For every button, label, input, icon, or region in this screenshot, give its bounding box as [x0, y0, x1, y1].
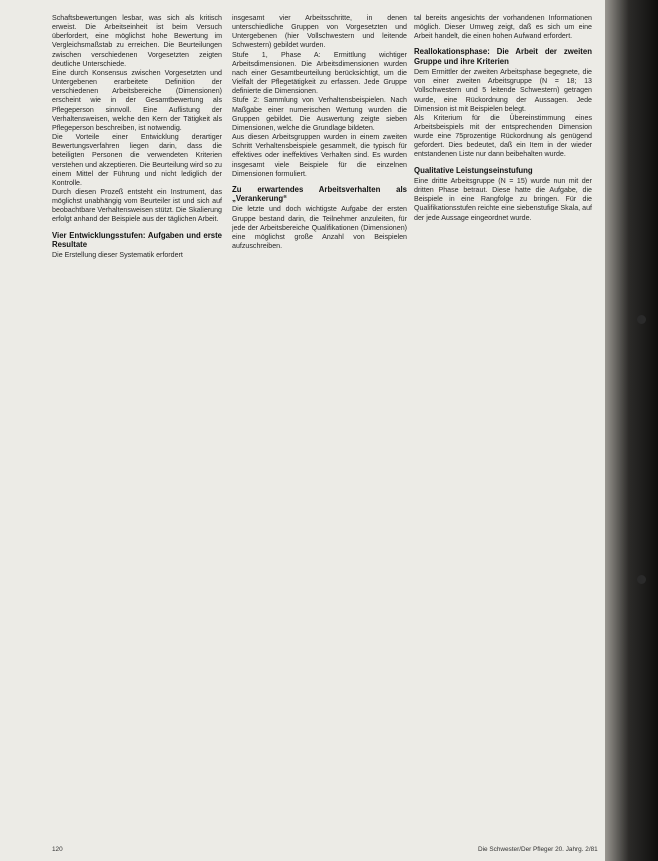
paragraph: Stufe 1, Phase A: Ermittlung wichtiger Arbeitsdimensionen. Die Arbeitsdimensionen wurden nach einer Gesamtbeurteilung berücksichtigt, um die Vielfalt der Pflegetätigkeit zu erfassen. Jede Gruppe definierte die Dimensionen.: [232, 50, 407, 96]
section-heading: Zu erwartendes Arbeitsverhalten als „Verankerung“: [232, 184, 407, 204]
paragraph: Schaftsbewertungen lesbar, was sich als kritisch erweist. Die Arbeitseinheit ist beim Versuch überfordert, eine möglichst hohe Bewertung im Vergleichsmaßstab zu erreichen. Die Beurteilungen zwischen verschiedenen Vorgesetzten zeigten deutliche Unterschiede.: [52, 14, 222, 68]
text-column-2: [232, 14, 407, 251]
paragraph: Die letzte und doch wichtigste Aufgabe der ersten Gruppe bestand darin, die Teilnehmer anzuleiten, für jede der Arbeitsbereiche Qualifikationen (Dimensionen) eine möglichst große Anzahl von Beispielen aufzuschreiben.: [232, 205, 407, 251]
paragraph: insgesamt vier Arbeitsschritte, in denen unterschiedliche Gruppen von Vorgesetzten und Untergebenen (hier Vollschwestern und leitende Schwestern) gebildet wurden.: [232, 14, 407, 50]
paragraph: tal bereits angesichts der vorhandenen Informationen möglich. Dieser Umweg zeigt, daß es sich um eine Arbeit handelt, die einen hohen Aufwand erfordert.: [414, 14, 592, 41]
paragraph: Die Erstellung dieser Systematik erfordert: [52, 251, 183, 260]
text-column-3: [414, 14, 592, 223]
paragraph: Aus diesen Arbeitsgruppen wurden in einem zweiten Schritt Verhaltensbeispiele gesammelt, die typisch für effektives oder ineffektives Verhalten sind. Es wurden insgesamt viele Beispiele für die einzelnen Dimensionen formuliert.: [232, 133, 407, 178]
paragraph: Durch diesen Prozeß entsteht ein Instrument, das möglichst unabhängig vom Beurteiler ist und sich auf beobachtbare Verhaltensweisen stützt. Die Skalierung erfolgt anhand der Beispiele aus der täglichen Arbeit.: [52, 187, 222, 224]
section-heading: Reallokationsphase: Die Arbeit der zweiten Gruppe und ihre Kriterien: [414, 47, 592, 66]
page-number: 120: [52, 846, 63, 853]
paragraph: Eine durch Konsensus zwischen Vorgesetzten und Untergebenen erarbeitete Definition der verschiedenen Arbeitsbereiche (Dimensionen) erscheint wie in der Gesamtbewertung als Pflegeperson sinnvoll. Eine Auflistung der Verhaltensweisen, welche den Kern der Tätigkeit als Pflegeperson beschreiben, ist notwendig.: [52, 68, 222, 132]
text-column-1: [52, 14, 222, 260]
paragraph: Als Kriterium für die Übereinstimmung eines Arbeitsbeispiels mit der entsprechenden Dimension wurde eine 75prozentige Rückordnung als genügend gefordert. Dies bedeutet, daß ein Item in der wieder entstandenen Liste nur dann beibehalten wurde.: [414, 113, 592, 159]
binder-hole-icon: [637, 575, 646, 584]
page-edge-shadow: [605, 0, 658, 861]
paragraph: Stufe 2: Sammlung von Verhaltensbeispielen. Nach Maßgabe einer numerischen Wertung wurden die Gruppen gebildet. Die Auswertung zeigte sieben Dimensionen, welche die Grundlage bildeten.: [232, 96, 407, 132]
section-heading: Vier Entwicklungsstufen: Aufgaben und erste Resultate: [52, 230, 222, 249]
journal-footer: Die Schwester/Der Pfleger 20. Jahrg. 2/81: [478, 846, 598, 853]
paragraph: Eine dritte Arbeitsgruppe (N = 15) wurde nun mit der dritten Phase betraut. Diese hatte die Aufgabe, die Beispiele in eine Rangfolge zu bringen. Für die Qualifikationsstufen reichte eine siebenstufige Skala, auf der jede Aussage eingeordnet wurde.: [414, 176, 592, 222]
paragraph: Die Vorteile einer Entwicklung derartiger Bewertungsverfahren liegen darin, dass die beteiligten Personen die verwendeten Kriterien verstehen und akzeptieren. Die Beurteilung wird so zu einem Mittel der Führung und nicht lediglich der Kontrolle.: [52, 133, 222, 187]
paragraph: Dem Ermittler der zweiten Arbeitsphase begegnete, die von einer zweiten Arbeitsgruppe (N = 18; 13 Vollschwestern und 5 leitende Schwestern) getragen wurde, eine Rückordnung der Aussagen. Jede Dimension ist mit Beispielen belegt.: [414, 68, 592, 113]
section-heading: Qualitative Leistungseinstufung: [414, 165, 533, 175]
binder-hole-icon: [637, 315, 646, 324]
